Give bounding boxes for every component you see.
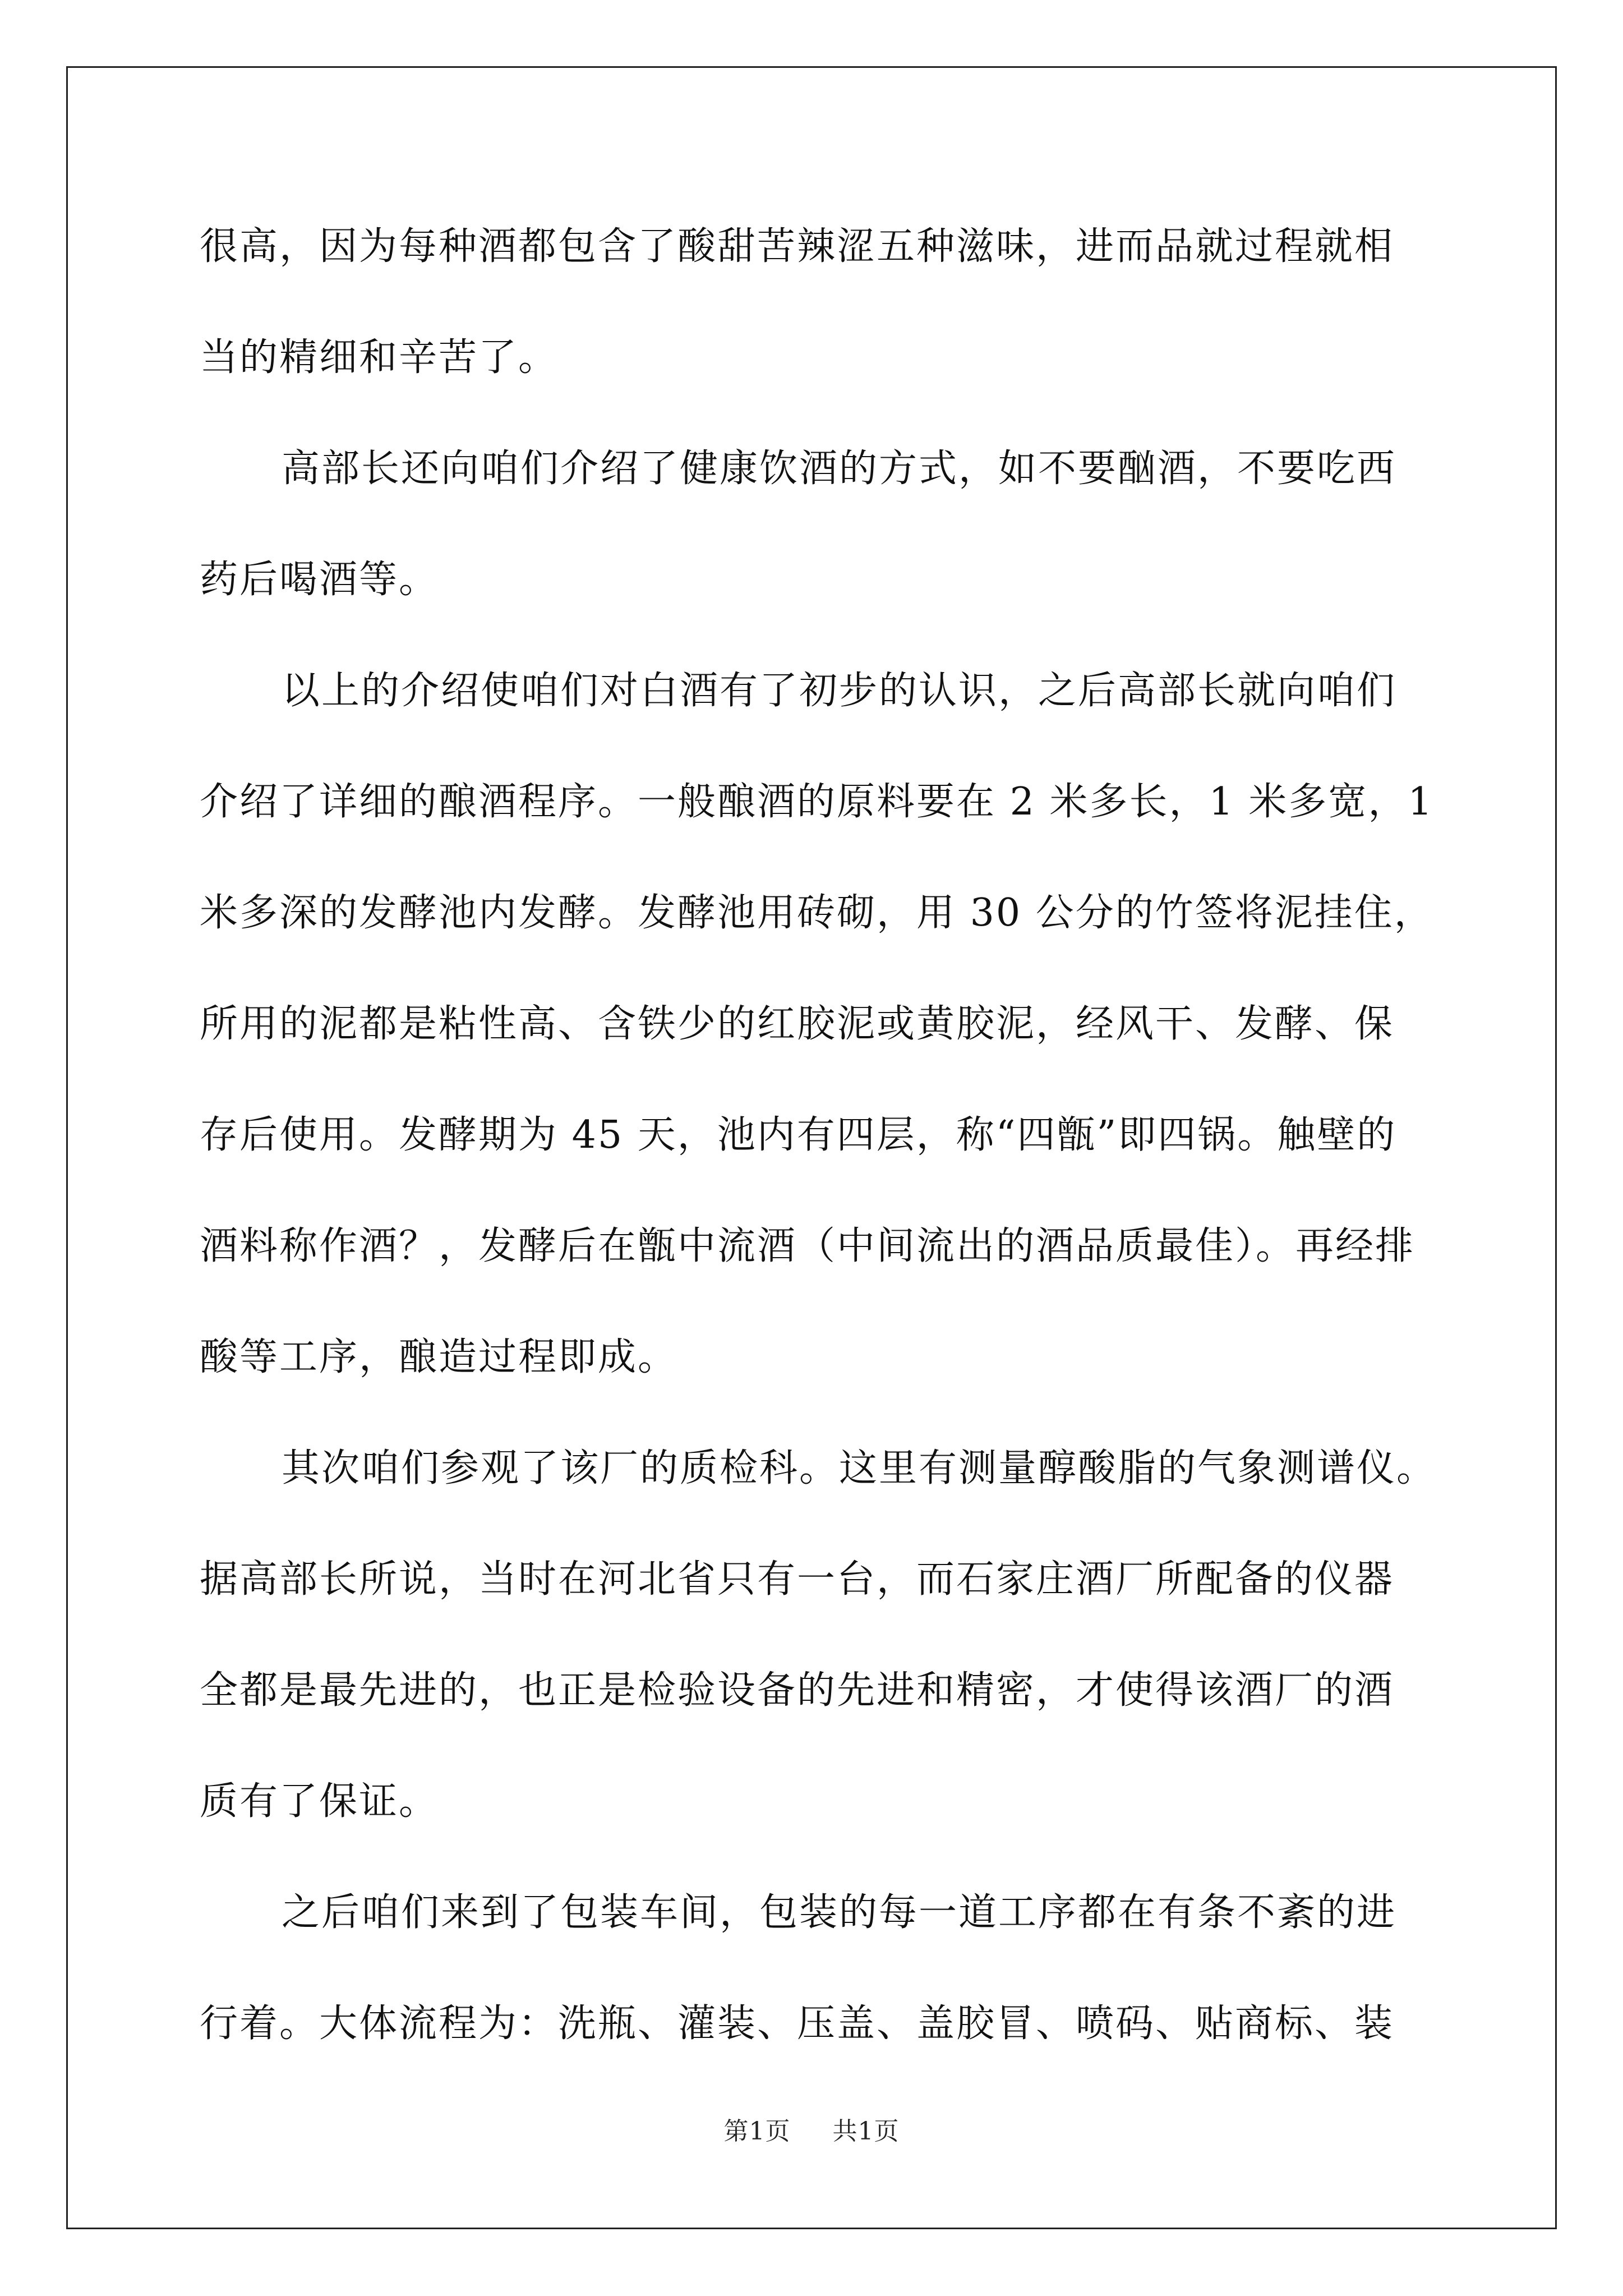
text-line: 当的精细和辛苦了。 <box>200 335 559 380</box>
text-line: 行着。大体流程为：洗瓶、灌装、压盖、盖胶冒、喷码、贴商标、装 <box>200 2001 1395 2046</box>
paragraph-start-line: 之后咱们来到了包装车间，包装的每一道工序都在有条不紊的进 <box>282 1890 1397 1935</box>
text-line: 很高，因为每种酒都包含了酸甜苦辣涩五种滋味，进而品就过程就相 <box>200 224 1395 269</box>
page-total: 共1页 <box>832 2117 900 2146</box>
page-footer <box>0 2115 1623 2148</box>
document-body <box>200 213 1450 2101</box>
text-line: 存后使用。发酵期为 45 天，池内有四层，称“四甑”即四锅。触壁的 <box>200 1113 1397 1157</box>
paragraph-start-line: 其次咱们参观了该厂的质检科。这里有测量醇酸脂的气象测谱仪。 <box>282 1446 1437 1490</box>
text-line: 据高部长所说，当时在河北省只有一台，而石家庄酒厂所配备的仪器 <box>200 1557 1395 1602</box>
paragraph-start-line: 以上的介绍使咱们对白酒有了初步的认识，之后高部长就向咱们 <box>282 669 1397 713</box>
text-line: 质有了保证。 <box>200 1779 439 1824</box>
text-line: 全都是最先进的，也正是检验设备的先进和精密，才使得该酒厂的酒 <box>200 1668 1395 1713</box>
text-line: 所用的泥都是粘性高、含铁少的红胶泥或黄胶泥，经风干、发酵、保 <box>200 1002 1395 1046</box>
text-line: 酒料称作酒？，发酵后在甑中流酒（中间流出的酒品质最佳）。再经排 <box>200 1224 1415 1268</box>
text-line: 药后喝酒等。 <box>200 558 439 602</box>
text-line: 米多深的发酵池内发酵。发酵池用砖砌，用 30 公分的竹签将泥挂住， <box>200 891 1434 935</box>
paragraph-start-line: 高部长还向咱们介绍了健康饮酒的方式，如不要酗酒，不要吃西 <box>282 447 1397 491</box>
text-line: 介绍了详细的酿酒程序。一般酿酒的原料要在 2 米多长，1 米多宽，1 <box>200 780 1434 824</box>
footer-spacer <box>799 2117 824 2146</box>
page-number: 第1页 <box>723 2117 791 2146</box>
text-line: 酸等工序，酿造过程即成。 <box>200 1335 678 1379</box>
